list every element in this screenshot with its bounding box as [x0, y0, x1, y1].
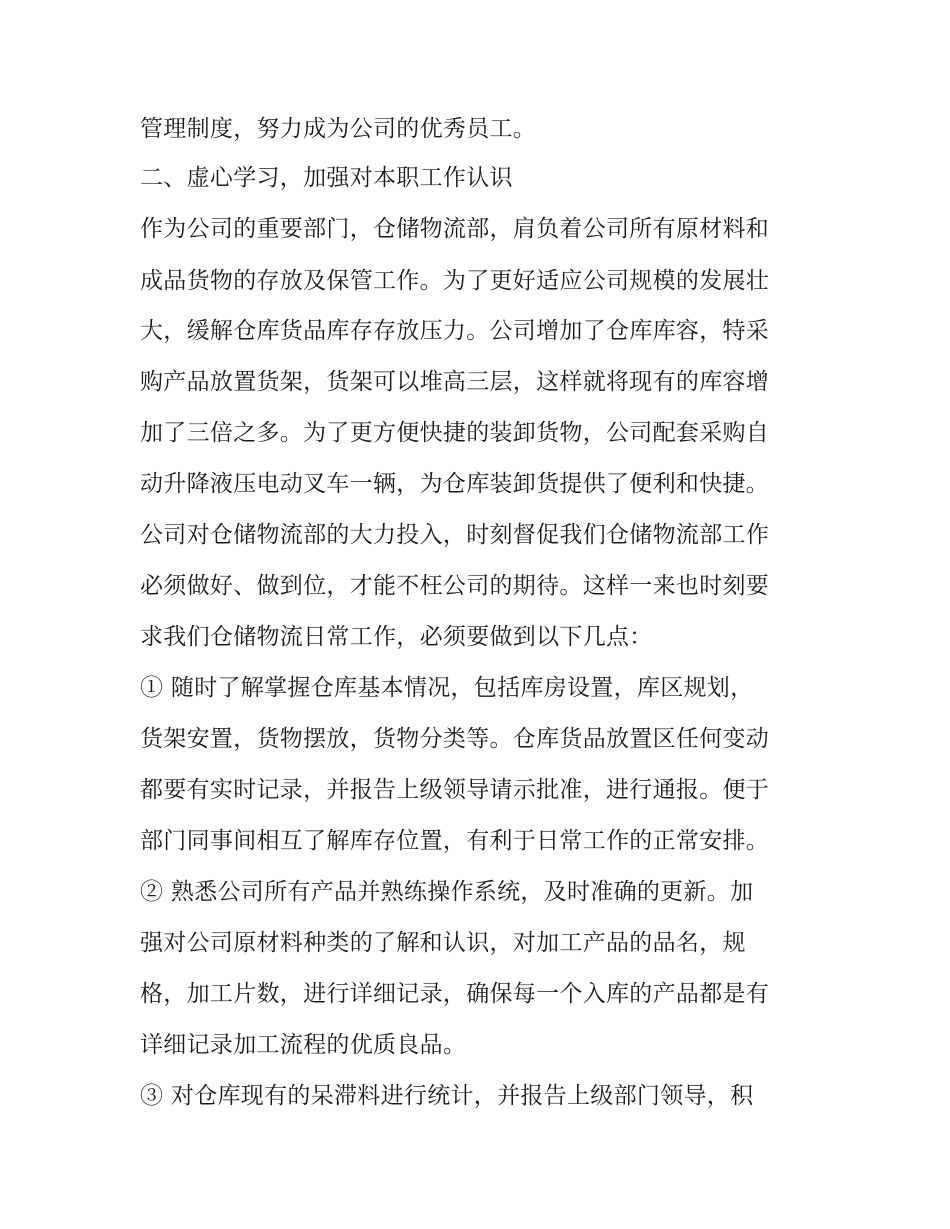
body-text-line: 成品货物的存放及保管工作。为了更好适应公司规模的发展壮 — [140, 268, 770, 294]
list-item-3-line: ③ 对仓库现有的呆滞料进行统计，并报告上级部门领导，积 — [140, 1083, 754, 1109]
list-item-2-line: ② 熟悉公司所有产品并熟练操作系统，及时准确的更新。加 — [140, 879, 754, 905]
list-item-1-line: ① 随时了解掌握仓库基本情况，包括库房设置，库区规划， — [140, 675, 754, 701]
body-text-line: 购产品放置货架，货架可以堆高三层，这样就将现有的库容增 — [140, 369, 770, 395]
body-text-line: 必须做好、做到位，才能不枉公司的期待。这样一来也时刻要 — [140, 573, 770, 599]
body-text-line: 格，加工片数，进行详细记录，确保每一个入库的产品都是有 — [140, 981, 770, 1007]
body-text-line: 都要有实时记录，并报告上级领导请示批准，进行通报。便于 — [140, 777, 770, 803]
body-text-line: 公司对仓储物流部的大力投入，时刻督促我们仓储物流部工作 — [140, 522, 770, 548]
body-text-line: 部门同事间相互了解库存位置，有利于日常工作的正常安排。 — [140, 828, 770, 854]
body-text-line: 动升降液压电动叉车一辆，为仓库装卸货提供了便利和快捷。 — [140, 471, 770, 497]
body-text-line: 管理制度，努力成为公司的优秀员工。 — [140, 116, 537, 142]
section-heading: 二、虚心学习，加强对本职工作认识 — [140, 165, 513, 191]
body-text-line: 强对公司原材料种类的了解和认识，对加工产品的品名，规 — [140, 930, 746, 956]
body-text-line: 求我们仓储物流日常工作，必须要做到以下几点： — [140, 624, 653, 650]
body-text-line: 大，缓解仓库货品库存存放压力。公司增加了仓库库容，特采 — [140, 318, 770, 344]
body-text-line: 详细记录加工流程的优质良品。 — [140, 1032, 467, 1058]
body-text-line: 作为公司的重要部门，仓储物流部，肩负着公司所有原材料和 — [140, 216, 770, 242]
body-text-line: 货架安置，货物摆放，货物分类等。仓库货品放置区任何变动 — [140, 726, 770, 752]
body-text-line: 加了三倍之多。为了更方便快捷的装卸货物，公司配套采购自 — [140, 420, 770, 446]
